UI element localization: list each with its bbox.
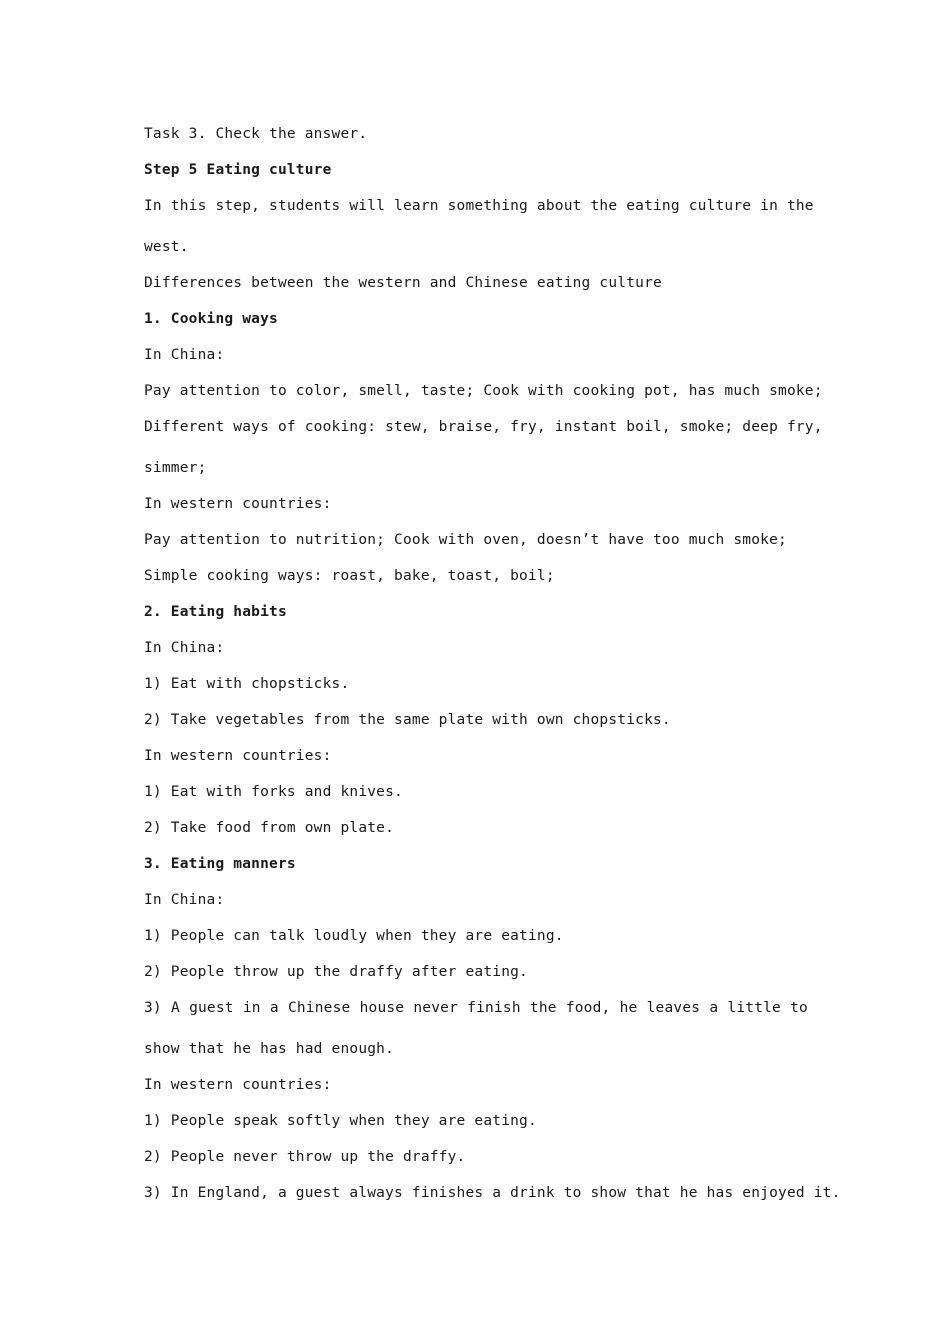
cooking-china-item-2-line-2: simmer; bbox=[144, 460, 207, 476]
habits-china-item-1: 1) Eat with chopsticks. bbox=[144, 676, 350, 692]
document-page bbox=[144, 124, 841, 1219]
habits-west-label: In western countries: bbox=[144, 748, 332, 764]
cooking-west-item-1: Pay attention to nutrition; Cook with oven, doesn’t have too much smoke; bbox=[144, 532, 787, 548]
manners-china-item-3 bbox=[144, 998, 808, 1059]
eating-manners-heading: 3. Eating manners bbox=[144, 856, 296, 872]
manners-west-item-3: 3) In England, a guest always finishes a drink to show that he has enjoyed it. bbox=[144, 1185, 841, 1201]
task-3-line: Task 3. Check the answer. bbox=[144, 126, 368, 142]
manners-west-item-1: 1) People speak softly when they are eating. bbox=[144, 1113, 537, 1129]
intro-line-1: In this step, students will learn something about the eating culture in the bbox=[144, 198, 814, 214]
manners-china-item-1: 1) People can talk loudly when they are eating. bbox=[144, 928, 564, 944]
habits-china-item-2: 2) Take vegetables from the same plate with own chopsticks. bbox=[144, 712, 671, 728]
manners-west-label: In western countries: bbox=[144, 1077, 332, 1093]
manners-china-item-3-line-2: show that he has had enough. bbox=[144, 1041, 395, 1057]
differences-line: Differences between the western and Chinese eating culture bbox=[144, 275, 662, 291]
habits-west-item-1: 1) Eat with forks and knives. bbox=[144, 784, 403, 800]
step-5-heading: Step 5 Eating culture bbox=[144, 162, 332, 178]
eating-habits-heading: 2. Eating habits bbox=[144, 604, 287, 620]
cooking-china-label: In China: bbox=[144, 347, 225, 363]
manners-china-item-3-line-1: 3) A guest in a Chinese house never finish the food, he leaves a little to bbox=[144, 1000, 808, 1016]
cooking-china-item-1: Pay attention to color, smell, taste; Cook with cooking pot, has much smoke; bbox=[144, 383, 823, 399]
cooking-ways-heading: 1. Cooking ways bbox=[144, 311, 278, 327]
cooking-china-item-2 bbox=[144, 417, 823, 478]
habits-west-item-2: 2) Take food from own plate. bbox=[144, 820, 395, 836]
intro-paragraph bbox=[144, 196, 814, 257]
intro-line-2: west. bbox=[144, 239, 189, 255]
cooking-china-item-2-line-1: Different ways of cooking: stew, braise, fry, instant boil, smoke; deep fry, bbox=[144, 419, 823, 435]
manners-china-label: In China: bbox=[144, 892, 225, 908]
manners-china-item-2: 2) People throw up the draffy after eating. bbox=[144, 964, 528, 980]
cooking-west-item-2: Simple cooking ways: roast, bake, toast, boil; bbox=[144, 568, 555, 584]
cooking-west-label: In western countries: bbox=[144, 496, 332, 512]
manners-west-item-2: 2) People never throw up the draffy. bbox=[144, 1149, 466, 1165]
habits-china-label: In China: bbox=[144, 640, 225, 656]
